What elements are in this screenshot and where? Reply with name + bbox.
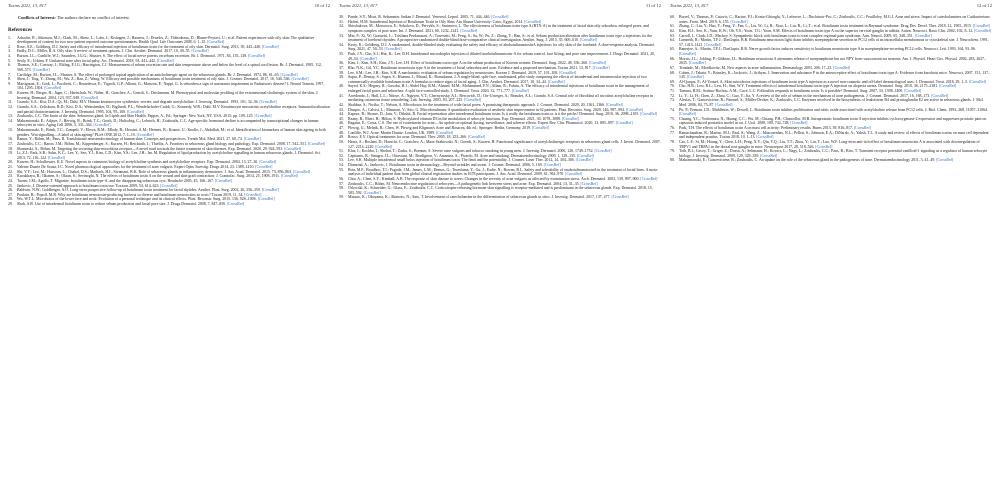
reference-text: Sealy, E.; Urbina, F. Unilateral acne after facial palsy. Arc. Dermatol. 2018, 93, 441–442. (17, 58, 156, 63)
reference-text: Rose, A.E.; Goldberg, D.J. Safety and efficacy of intradermal injection of botulinum toxin for the treatment of oily skin. Dermatol. Surg. 2013, 39, 443–448. (17, 44, 261, 49)
reference-text: Pir, P.; Ferman, J.D.; Middleton, W.; Dowell, L. Botulinum toxin inhibits proliferation and nitric oxide associated with acetylcholine release from PC12 cells. J. Biol. Chem. 1993, 268, 11057–11064. (679, 107, 988, 112)
reference-text: Kucukkaya, B.; Ilkonen, S.; Oktan, S.; Sevinoglu, N. The effects of botulinum toxin A on the wound and skin graft contraction. J. Craniofac. Surg. 2014, 25, 1908–1911. (17, 174, 280, 179)
reference-item (8, 91, 330, 100)
reference-number: 72. (670, 93, 675, 98)
crossref-link[interactable]: [CrossRef] (729, 19, 748, 24)
crossref-link[interactable]: [CrossRef] (92, 123, 111, 128)
reference-item (670, 15, 992, 24)
crossref-link[interactable]: [CrossRef] (206, 40, 225, 45)
crossref-link[interactable]: [CrossRef] (190, 49, 209, 54)
reference-number: 60. (670, 15, 675, 19)
reference-text: Slominski, A.; Böhm, M. Targeting the secreting skin-microbiota receptor—A novel road towards the future treatment of skin diseases. Exp. Dermatol. 2020, 29, 924–931. (17, 146, 284, 151)
reference-number: 63. (670, 33, 675, 38)
reference-number: 3. (8, 49, 11, 54)
crossref-link[interactable]: [CrossRef] (254, 165, 273, 169)
reference-text: Makrantonaki, E.; Ganceviciene, R.; Zouboulis, C. An update on the role of the sebaceous gland in the pathogenesis of acne. Dermatoendocrinology 2011, 3, 41–49. (679, 158, 936, 163)
reference-item (670, 57, 992, 66)
reference-text: Turner, I.M.; Agullo, T. Migraine, botulinum toxin type-A, and the disappearing sebaceous cyst. Headache 2005, 45, 166–167. (17, 178, 214, 183)
crossref-link[interactable]: [CrossRef] (383, 47, 402, 52)
journal-citation: Toxins 2021, 13, 817 (339, 3, 378, 8)
reference-text: Kim, J.; Kim, S.H.; Kim, J.Y.; Lee, J.H. Effect of botulinum toxin type A on the sebum production of Korean women. Dermatol. Surg. 2022, 48, 356–360. (348, 61, 589, 66)
reference-number: 10. (8, 91, 13, 95)
crossref-link[interactable]: [CrossRef] (258, 100, 277, 105)
reference-item (8, 128, 330, 137)
reference-text: Kesty, K.; Goldberg, D.J. A randomized, double-blinded study evaluating the safety and efficacy of abobotulinumtoxinA injections for oily skin of the forehead: A dose-response analysis. Dermatol. Surg. 2021, 47, 50–53. (348, 42, 655, 52)
crossref-link[interactable]: [CrossRef] (260, 44, 279, 49)
crossref-link[interactable]: [CrossRef] (243, 192, 262, 197)
reference-text: Wu, W.T.L. Microbotox of the lower face and neck: Evolution of a personal technique and its clinical effects. Plast. Reconstr. Surg. 2015, 136, 92S–100S. (17, 197, 257, 202)
reference-item (339, 75, 661, 84)
reference-number: 61. (670, 24, 675, 29)
reference-text: Poulain, B.; Popoff, M.R. Why are botulinum neurotoxin-producing bacteria so diverse and botulinum neurotoxins so toxic? Toxins 2019, 11, 34. (17, 192, 244, 197)
crossref-link[interactable]: [CrossRef] (913, 33, 932, 38)
crossref-link[interactable]: [CrossRef] (47, 155, 66, 160)
reference-text: Arbache, R.; Atkinson, M.J.; Clark, M.; Abetz, L.; Lohs, J.; Kishagen, J.; Harness, J.; Druelos, Z.; Thibodeaux, D.; Blume-Peytavi, U.; et al. Patient experiences with oily skin: The qualitative development of content for two new patient reported outcome questionnaires. Health Qual. Life Outcomes 2008, 6, 1–15. (17, 35, 315, 45)
crossref-link[interactable]: [CrossRef] (605, 102, 624, 107)
crossref-link[interactable]: [CrossRef] (930, 93, 949, 98)
reference-text: Kurzen, H.; Schallreuter, K.U. Novel aspects in cutaneous biology of acetylcholine synthesis and acetylcholine receptors. Exp. Dermatol. 2004, 13, 27–30. (17, 160, 259, 165)
reference-number: 19. (8, 151, 13, 156)
reference-item (339, 168, 661, 177)
crossref-link[interactable]: [CrossRef] (362, 190, 381, 195)
reference-text: Ramachandran, R.; Marino, M.J.; Paul, S.; Wang, Z.; Mascarenhas, N.L.; Pellett, S.; Johnson, E.A.; DiNardo, A.; Yaksh, T.L. A study and review of effects of botulinum toxins on mast cell dependent and independent pruritus. Toxins 2018, 10, 1–13. (679, 130, 989, 140)
reference-number: 49. (339, 135, 344, 140)
reference-item (8, 63, 330, 72)
page-header (339, 3, 661, 9)
reference-text: Jankovic, J. Disease-oriented approach to botulinum toxin use. Toxicon 2009, 54, 614–623. (17, 183, 160, 188)
reference-text: Mizuno, K.; Okuyama, K.; Akimoto, N.; Sato, T. Involvement of catecholamine in the differentiation of sebaceous glands in vitro. J. Investig. Dermatol. 2017, 137, 477. (348, 195, 611, 200)
reference-number: 28. (8, 197, 13, 202)
reference-text: Thomas, S.E.; Conway, J.; Ebling, F.J.G.; Harrington, C.I. Measurement of sebum excretion rate and skin temperature above and below the level of a spinal cord lesion. Br. J. Dermatol. 1985, 112, 569–573. (17, 63, 322, 72)
crossref-link[interactable]: [CrossRef] (43, 86, 62, 91)
reference-number: 16. (8, 137, 13, 142)
reference-text: Min, P.; Xi, W.; Grassetti, L.; Trisliana Perdanasari, A.; Torresetti, M.; Feng, S.; Su, W.; Pu, Z.; Zhang, Y.; Han, S.; et al. Sebum production alteration after botulinum toxin type a injections for the treatment of forehead rhytides: A prospective randomized double-blind dose-comparative clinical investigation. Aesthet. Surg. J. 2015, 35, 600–610. (348, 33, 652, 43)
crossref-link[interactable]: [CrossRef] (755, 135, 774, 140)
reference-text: Cohen, J.; Tabata, Y.; Brinsley, K.; Jackovic, J.; Arthyas, J. Innervation and substance P in the anteroceptive effect of botulinum toxin type A: Evidence from knockout mice. Neurosci. 2007, 151, 137–145. (679, 70, 991, 80)
reference-text: Carroll, I.; Clark, J.D.; Mackey, S. Sympathetic block with botulinum toxin to treat complex regional pain syndrome. Ann. Neurol. 2009, 65, 348–351. (679, 33, 914, 38)
crossref-link[interactable]: [CrossRef] (814, 144, 833, 149)
reference-number: 42. (339, 102, 344, 107)
reference-number: 32. (339, 24, 344, 29)
reference-number: 62. (670, 28, 675, 33)
reference-text: Sayed, K.S.; Hegazy, R.; Gawdat, H.I.; Abdel Hay, R.M.; Ahmed, M.M.; Mohammed, F.N.; Allam, R.; Fahim, A. The efficacy of intradermal injections of botulinum toxin in the management of enlarged facial pores and seborrhea: A split face-controlled study. J. Dermatol. Treat. 2020, 32, 771–777. (348, 84, 649, 93)
reference-item (8, 151, 330, 160)
crossref-link[interactable]: [CrossRef] (639, 176, 658, 181)
crossref-link[interactable]: [CrossRef] (374, 144, 393, 149)
reference-text: Cartlidge, M.; Burton, J.L.; Shuster, S. The effect of prolonged topical application of an anticholinergic agent on the sebaceous glands. Br. J. Dermatol. 1972, 86, 61–63. (17, 72, 280, 77)
reference-text: Alestas, T.; Ganceviciene, R.; Fimmel, S.; Müller-Decker, K.; Zouboulis, C.C. Enzymes involved in the biosynthesis of leukotriene B4 and prostaglandin E2 are active in sebaceous glands. J. Mol. Med. 2006, 84, 75–87. (679, 98, 984, 107)
crossref-link[interactable]: [CrossRef] (279, 174, 299, 179)
reference-text: Lee, S.M.; Lee, J.H.; Kim, S.H. A mechanistic evaluation of sebum regulation by neurotoxins. Korean J. Dermatol. 2019, 57, 101–108. (348, 70, 559, 75)
reference-number: 79. (670, 149, 675, 154)
crossref-link[interactable]: [CrossRef] (588, 61, 607, 66)
reference-text: Shi, V.Y.; Leo, M.; Hassoun, L.; Chahal, D.S.; Maibach, H.I.; Sivamani, R.K. Role of sebaceous glands in inflammatory dermatoses. J. Am. Acad. Dermatol. 2015, 73, 856–863. (17, 169, 293, 174)
crossref-link[interactable]: [CrossRef] (679, 112, 697, 117)
reference-number: 35. (339, 52, 344, 56)
crossref-link[interactable]: [CrossRef] (523, 19, 542, 24)
reference-number: 23. (8, 174, 13, 179)
reference-number: 11. (8, 100, 13, 105)
reference-number: 4. (8, 54, 11, 58)
reference-number: 31. (339, 19, 344, 24)
reference-text: Zhang, C.; Liu, Y.; Hao, Y.; Feng, Y.; Fan, L.; Liu, W.; Li, R.; Xiao, L.; Liu, R.; Li, T.; et al. Botulinum toxin treatment in Raynaud syndrome. Drug Des. Devel. Ther. 2018, 12, 1905–1915. (679, 24, 972, 29)
crossref-link[interactable]: [CrossRef] (903, 89, 922, 93)
reference-item (8, 119, 330, 128)
page-10 (5, 0, 333, 478)
crossref-link[interactable]: [CrossRef] (358, 56, 377, 61)
crossref-link[interactable]: [CrossRef] (935, 158, 954, 163)
reference-number: 6. (8, 63, 11, 68)
reference-item (339, 186, 661, 195)
reference-text: Lomneth, R.; Martin, T.F.J.; DasGupta, B.R. Botulinum neurotoxin light chain inhibits norepinephrine secretion in PC12 cells at an intracellular membranous or cytoskeletal site. J. Neurochem. 1991, 57, 1413–1421. (679, 38, 989, 47)
conflict-of-interest (18, 15, 330, 21)
reference-number: 33. (339, 33, 344, 38)
reference-text: Hawa, A.; Boslam, D.; Haruchi, C.; Gratchev, A.; Maas-Szabowski, N.; Goerdt, S.; Kurzen, H. Functional significance of acetylcholinergic receptors in sebaceous gland cells. J. Invest. Dermatol. 2007, 127, 2214–2220. (348, 139, 661, 149)
reference-text: Sapra, P.; Demay, S.; Sapra, S.; Khanna, J.; Mraud, K.; Bonadonna, J. A single-blind, split-face, randomized, pilot study comparing the effects of intradermal and intramuscular injection of two commercially available botulinum toxin A formulas to reduce signs of facial aging. J. Clin. Aesthet. Dermatol. 2017, 10, 34–44. (348, 75, 647, 84)
crossref-link[interactable]: [CrossRef] (292, 169, 311, 174)
reference-number: 56. (339, 176, 344, 181)
reference-text: Zouboulis, C.C.; Böhm, M. Neuroendocrine regulation of sebocytes—A pathogenetic link between stress and acne. Exp. Dermatol. 2004, 13, 31–35. (348, 181, 580, 186)
crossref-link[interactable]: [CrossRef] (789, 121, 808, 126)
reference-number: 9. (8, 81, 11, 86)
crossref-link[interactable]: [CrossRef] (463, 98, 482, 103)
reference-number: 40. (339, 84, 344, 89)
crossref-link[interactable]: [CrossRef] (226, 202, 245, 206)
reference-text: Park, J.Y.; Cho, S.I.; Hur, K.; Lee, D.H. Intradermal microdroplet injection of diluted incobotulinumtoxin-A for sebum control, face lifting, and pore size improvement. J. Drugs Dermatol. 2021, 20, 49–54. (348, 52, 655, 61)
reference-number: 1. (8, 35, 11, 40)
reference-item (8, 82, 330, 91)
crossref-link[interactable]: [CrossRef] (579, 38, 598, 43)
crossref-link[interactable]: [CrossRef] (80, 95, 99, 100)
reference-text: Kim, H.J.; Seo, K.; Yum, K.W.; Oh, Y.S.; Yoon, T.G.; Yoon, S.M. Effects of botulinum toxin type A on the superior cervical ganglia in rabbits. Auton. Neurosci. Basic Clin. 2002, 102, 8–12. (679, 28, 974, 33)
reference-number: 48. (339, 130, 344, 135)
reference-text: Kurzen, H.; Berger, H.; Jäger, C.; Hartschuh, W.; Näher, H.; Gratchev, A.; Goerdt, S.; Deichmann, M. Phenotypical and molecular profiling of the extraneuronal cholinergic system of the skin. J. Investig. Dermatol. 2004, 123, 937–949. (17, 91, 319, 100)
reference-number: 69. (670, 79, 675, 84)
reference-number: 22. (8, 169, 13, 174)
crossref-link[interactable]: [CrossRef] (290, 77, 309, 82)
reference-text: Baldwin, N.W.; Goldberger, A.O. Long-term prospective follow-up of botulinum toxin treatment for facial rhytides. Aesthet. Plast. Surg. 2002, 26, 356–359. (17, 188, 261, 193)
reference-text: Banerjee, A.; Martin, T.F.J.; DasGupta, B.R. Nerve growth factor induces sensitivity to botulinum neurotoxin type A in norepinephrine-secreting PC12 cells. Neurosci. Lett. 1993, 164, 93–96. (679, 47, 977, 52)
reference-text: Zouboulis, C.C. The brain of the skin: Sebaceous gland. In Lipids and Skin Health; Pappas, A., Ed.; Springer: New York, NY, USA, 2015; pp. 109–125. (17, 114, 254, 119)
reference-number: 30. (339, 15, 344, 19)
reference-number: 80. (670, 158, 675, 163)
reference-number: 25. (8, 183, 13, 188)
reference-number: 2. (8, 44, 11, 49)
reference-number: 12. (8, 104, 13, 109)
reference-item (339, 195, 661, 200)
reference-text: Burton, J.L.; Cunliffe, W.J.; Saunders, I.G.G.; Shuster, S. The effect of facial nerve paresis on sebum excretion. Br. J. Dermatol. 1971, 84, 135–138. (17, 54, 248, 58)
reference-text: Chiu, A.; Chen, S.Y.; Kimball, A.B. The response of skin disease to stress: Changes in the severity of acne vulgaris as affected by examination stress. Arch. Dermatol. 2003, 139, 897–900. (348, 176, 640, 181)
reference-number: 66. (670, 56, 675, 61)
crossref-link[interactable]: [CrossRef] (307, 141, 326, 146)
reference-item (670, 117, 992, 126)
crossref-link[interactable]: [CrossRef] (574, 158, 593, 163)
reference-number: 50. (339, 139, 344, 144)
reference-number: 24. (8, 178, 13, 183)
reference-item (8, 105, 330, 114)
reference-item (670, 108, 992, 117)
reference-number: 73. (670, 98, 675, 103)
reference-number: 18. (8, 146, 13, 151)
reference-number: 55. (339, 167, 344, 172)
reference-text: Lee, S.K. Multiple intradermal small bolus injection of botulinum toxin: The limit and the potentiality. J. Cosmet. Laser Ther. 2012, 14, 304–306. (348, 158, 575, 163)
reference-item (339, 52, 661, 61)
crossref-link[interactable]: [CrossRef] (973, 28, 992, 33)
reference-item (670, 158, 992, 163)
reference-item (670, 71, 992, 80)
journal-citation: Toxins 2021, 13, 817 (670, 3, 709, 8)
crossref-link[interactable]: [CrossRef] (126, 109, 145, 114)
crossref-link[interactable]: [CrossRef] (467, 135, 486, 140)
reference-item (670, 47, 992, 56)
reference-item (339, 34, 661, 43)
reference-text: Li, Z.J.; Park, S.B.; Sohn, K.C.; Lee, Y.; Seo, Y.J.; Kim, C.D.; Kim, Y.S.; Lee, J.H.; Im, M. Regulation of lipid production by acetylcholine signalling in human sebaceous glands. J. Dermatol. Sci. 2013, 72, 116–122. (17, 151, 321, 160)
crossref-link[interactable]: [CrossRef] (242, 137, 261, 142)
crossref-link[interactable]: [CrossRef] (253, 114, 272, 119)
crossref-link[interactable]: [CrossRef] (510, 89, 529, 93)
crossref-link[interactable]: [CrossRef] (591, 65, 610, 70)
reference-list (339, 15, 661, 200)
crossref-link[interactable]: [CrossRef] (968, 79, 987, 84)
reference-text: Cunliffe, W.J. Acne; Martin Dunitz: London, UK, 1989. (348, 130, 436, 135)
reference-text: Rho, N.K.; Gil, Y.C. Botulinum neurotoxin type A in the treatment of facial seborrhea and acne: Evidence and a proposed mechanism. Toxins 2021, 13, 817. (348, 65, 592, 70)
reference-item (339, 140, 661, 149)
reference-text: Toth, B.I.; Geczy, T.; Griger, Z.; Dozsa, A.; Seltmann, H.; Kovacs, L.; Nagy, L.; Zouboulis, C.C.; Paus, R.; Biro, T. Transient receptor potential vanilloid-1 signaling as a regulator of human sebocyte biology. J. Investig. Dermatol. 2009, 129, 329–339. (679, 149, 988, 158)
crossref-link[interactable]: [CrossRef] (256, 197, 275, 202)
journal-citation: Toxins 2021, 13, 817 (8, 3, 47, 8)
crossref-link[interactable]: [CrossRef] (971, 24, 990, 29)
reference-text: Diamond, A.; Jankovic, J. Botulinum toxin in dermatology—Beyond wrinkles and sweat. J. Cosmet. Dermatol. 2006, 5, 169. (348, 163, 543, 167)
reference-number: 46. (339, 121, 344, 126)
crossref-link[interactable]: [CrossRef] (832, 65, 851, 70)
reference-text: Borrel, V.; Thomas, P.; Catovic, C.; Racine, P.J.; Konto-Ghiorghi, Y.; Lefeuvre, L.; Duclairoir-Poc, C.; Zouboulis, C.C.; Feuilloley, M.G.J. Acne and stress: Impact of catecholamines on Cutibacterium acnes. Front. Med. 2019, 6, 155. (679, 15, 990, 24)
reference-text: Kapoor, R.; Shome, D.; Jain, V.; Dikshit, R. Facial rejuvenation after intradermal botulinum toxin: Is it really the botulinum toxin or is it the pricks? Dermatol. Surg. 2010, 36, 2098–2105. (348, 112, 640, 117)
page-11 (336, 0, 664, 478)
reference-number: 78. (670, 139, 675, 144)
reference-text: Klaz, I.; Kochba, I.; Shohat, T.; Zarka, S.; Brenner, S. Severe acne vulgaris and tobacco smoking in young men. J. Investig. Dermatol. 2006, 126, 1749–1752. (348, 149, 594, 154)
crossref-link[interactable]: [CrossRef] (560, 116, 579, 121)
reference-number: 65. (670, 47, 675, 52)
crossref-link[interactable]: [CrossRef] (155, 58, 174, 63)
reference-number: 17. (8, 141, 13, 146)
reference-text: Li, Y.; Li, H.; Chen, Z.; Zhou, C.; Gao, Y.; Jia, Y. A review of the role of sebum in the mechanism of acne pathogenesis. J. Cosmet. Dermatol. 2017, 16, 168–173. (679, 93, 931, 98)
references-heading: References (8, 26, 33, 33)
reference-number: 38. (339, 70, 344, 75)
reference-number: 5. (8, 58, 11, 63)
crossref-link[interactable]: [CrossRef] (564, 172, 583, 177)
crossref-link[interactable]: [CrossRef] (213, 178, 233, 183)
crossref-link[interactable]: [CrossRef] (759, 153, 778, 158)
reference-text: Shahbaz, S.; Nwiko, T.; Nelson, A. Microbotox for the treatment of wide facial pores: A promising therapeutic approach. J. Cosmet. Dermatol. 2020, 20, 1361–1366. (348, 102, 606, 107)
reference-item (339, 94, 661, 103)
page-header (8, 3, 330, 9)
reference-number: 37. (339, 65, 344, 70)
reference-number: 29. (8, 202, 13, 206)
reference-item (670, 131, 992, 140)
conflict-text: The authors declare no conflict of interest. (56, 15, 130, 20)
reference-text: Grando, S.A.; Kist, D.A.; Qi, M.; Dahl, M.V. Human keratinocytes synthesize, secrete, and degrade acetylcholine. J. Investig. Dermatol. 1993, 101, 32–36. (17, 100, 259, 105)
crossref-link[interactable]: [CrossRef] (159, 183, 178, 188)
reference-text: Ramot, Y.; Böhm, M.; Paus, R. Translational neuroendocrinology of human skin: Concepts and perspectives. Trends Mol. Med. 2021, 27, 60–74. (17, 137, 243, 142)
reference-number: 77. (670, 130, 675, 135)
reference-number: 7. (8, 72, 11, 77)
reference-text: Bagatin, E.; Costa, C.S. The use of isotretinoin for acne—An update on optimal dosing, surveillance, and adverse effects. Expert Rev. Clin. Pharmacol. 2020, 13, 885–897. (348, 121, 615, 126)
reference-text: Shen, J.; Ting, Y.; Zhang, M.; Wu, Z.; Ran, Z.; Wang, W. Efficacy and possible mechanisms of botulinum toxin treatment of oily skin. J. Cosmet. Dermatol. 2017, 16, 540–546. (17, 77, 291, 82)
reference-number: 15. (8, 128, 13, 132)
reference-item (339, 43, 661, 52)
reference-item (670, 98, 992, 107)
crossref-link[interactable]: [CrossRef] (258, 160, 277, 165)
reference-item (339, 24, 661, 33)
reference-number: 76. (670, 126, 675, 130)
crossref-link[interactable]: [CrossRef] (579, 181, 598, 186)
reference-text: Shah, A.R. Use of intradermal botulinum toxin to reduce sebum production and facial pore size. J. Drugs Dermatol. 2008, 7, 847–850. (17, 202, 227, 206)
reference-text: Morris, J.L.; Jobling, P.; Gibbins, I.L. Botulinum neurotoxin A attenuates release of norepinephrine but not NPY from vasoconstrictor neurons. Am. J. Physiol. Heart Circ. Physiol. 2002, 283, 2627–2635. (679, 56, 987, 66)
reference-item (670, 38, 992, 47)
crossref-link[interactable]: [CrossRef] (546, 79, 565, 84)
reference-number: 70. (670, 84, 675, 89)
crossref-link[interactable]: [CrossRef] (459, 28, 478, 33)
reference-number: 75. (670, 116, 675, 121)
crossref-link[interactable]: [CrossRef] (247, 54, 266, 58)
crossref-link[interactable]: [CrossRef] (714, 102, 733, 107)
reference-number: 64. (670, 38, 675, 43)
reference-item (670, 149, 992, 158)
reference-text: Trindade, M.; Mordkovitz, M. New aspects in acne inflammation. Dermatology 2003, 206, 17–23. (679, 65, 833, 70)
reference-number: 26. (8, 188, 13, 193)
reference-text: Grando, S.A.; Zelickson, B.D.; Kist, D.A.; Weinshenker, D.; Bigliardi, P.L.; Wendelschafer-Crabb, G.; Kennedy, W.R.; Dahl, M.V. Keratinocyte muscarinic acetylcholine receptors: Immunolocalization and partial characterization. J. Investig. Dermatol. 1995, 104, 95–100. (17, 104, 330, 114)
reference-text: Park, T.H. The effects of botulinum toxin A on mast cell activity: Preliminary results. Burns 2013, 39, 816–817. (679, 126, 853, 130)
crossref-link[interactable]: [CrossRef] (687, 61, 706, 66)
reference-number: 41. (339, 93, 344, 98)
reference-number: 8. (8, 77, 11, 82)
crossref-link[interactable]: [CrossRef] (542, 163, 561, 167)
reference-text: Al-Qarqaz, F.; Al-Yousef, A. Skin microbotox injections of botulinum toxin type A injection as a novel non-cosmetic and off-label dermatological uses. J. Dermatol. Treat. 2018, 29, 1–5. (679, 79, 969, 84)
crossref-link[interactable]: [CrossRef] (531, 126, 550, 130)
page-12 (667, 0, 995, 478)
crossref-link[interactable]: [CrossRef] (639, 112, 658, 117)
reference-number: 45. (339, 116, 344, 121)
reference-number: 67. (670, 65, 675, 70)
reference-item (339, 84, 661, 93)
reference-text: Martignoni, E.; Godi, L.; Pacchetti, C.; Berardesca, E.; Vignoli, G.P.; Albani, G.; Mancini, F.; Nappi, G. Is seborrhea a sign of autonomic impairment in Parkinson's disease? J. Neural Transm. 1997, 104, 1295–1304. (17, 81, 325, 91)
reference-number: 59. (339, 195, 344, 200)
reference-list (8, 36, 330, 207)
page-number: 11 of 12 (645, 3, 661, 8)
reference-text: Rzany, B.; Ebert, H.; Hilton, S. Hydroxylated vitamin D3 in the modulation of sebocyte functions. Exp. Dermatol. 2021, 30, 1078–1088. (348, 116, 561, 121)
reference-item (8, 36, 330, 45)
reference-number: 58. (339, 186, 344, 191)
reference-number: 34. (339, 42, 344, 47)
page-number: 12 of 12 (976, 3, 992, 8)
reference-text: Plewig, G.; Melnik, B.; Chen, W. Plewig and Kligman's Acne and Rosacea, 4th ed.; Springer: Berlin, Germany, 2019. (348, 126, 532, 130)
page-number: 10 of 12 (314, 3, 330, 8)
page-header (670, 3, 992, 9)
reference-number: 57. (339, 181, 344, 186)
reference-number: 14. (8, 118, 13, 123)
reference-list (670, 15, 992, 163)
reference-text: Valente Duarte De Sousa, I.C. Novel pharmacological approaches for the treatment of acne vulgaris. Expert Opin. Investig. Drugs 2014, 23, 1389–1410. (17, 165, 255, 169)
reference-text: Endly, D.C.; Miller, R.A. Oily skin: A review of treatment options. J. Clin. Aesthet. Dermatol. 2017, 10, 49–55. (17, 49, 191, 54)
reference-item (8, 202, 330, 207)
reference-text: Orlowski, K.; Schneider, G.; Glass, E.; Zouboulis, C.C. Corticotropin-releasing hormone skin signalling is receptor-mediated and is predominant in the sebaceous glands. Exp. Dermatol. 2018, 15, 583–592. (348, 186, 653, 195)
reference-text: Pande, S.Y.; Misri, R. Sebumeter. Indian J. Dermatol. Venereol. Leprol. 2005, 71, 444–446. (348, 15, 491, 19)
reference-number: 68. (670, 70, 675, 75)
reference-text: Makrantonaki, E.; Adjaye, J.; Herwig, R.; Brink, T.C.; Groth, D.; Hultschig, C.; Lehrach, H.; Zouboulis, C.C. Age-specific hormonal decline is accompanied by transcriptional changes in human sebocytes in vitro. Aging Cell 2006, 5, 331–344. (17, 118, 319, 128)
reference-text: Cao, L.F.; Si, M.; Huang, Y.; Chen, L.H.; Peng, X.Y.; Qin, Y.Q.; Liu, T.T.; Zhou, Y.; Liu, T.; Luo, W.F. Long-term anti-itch effect of botulinum neurotoxin A is associated with downregulation of TRPV1 and TRPA1 in the dorsal root ganglia in mice. Neuroreport 2017, 28, 518–526. (679, 139, 980, 149)
crossref-link[interactable]: [CrossRef] (614, 121, 633, 126)
crossref-link[interactable]: [CrossRef] (135, 132, 154, 137)
reference-number: 36. (339, 61, 344, 66)
reference-item (670, 140, 992, 149)
reference-number: 54. (339, 163, 344, 167)
crossref-link[interactable]: [CrossRef] (31, 67, 50, 72)
crossref-link[interactable]: [CrossRef] (279, 72, 298, 77)
crossref-link[interactable]: [CrossRef] (938, 84, 957, 89)
crossref-link[interactable]: [CrossRef] (260, 188, 279, 193)
reference-text: Rosso, E.V. Optical treatments for acne. Dermatol. Ther. 2005, 18, 253–266. (348, 135, 468, 140)
reference-number: 39. (339, 75, 344, 80)
reference-text: Shirshakova, M.; Morozova, E.; Sokolova, D.; Pervykh, S.; Smirnova, L. The effectiveness of botulinum toxin type A (BTX-A) in the treatment of facial skin oily seborrhea, enlarged pores, and symptom complex of post-acne. Int. J. Dermatol. 2021, 60, 1232–1241. (348, 24, 649, 33)
reference-text: Zouboulis, C.C.; Baron, J.M.; Böhm, M.; Kippenberger, S.; Kurzen, H.; Reichrath, J.; Thielitz, A. Frontiers in sebaceous gland biology and pathology. Exp. Dermatol. 2008, 17, 542–551. (17, 141, 308, 146)
reference-text: Hafezi, H.M. Intradermal Injection of Botulinum Toxin in Oily Skin; Ain Shams University: Cairo, Egypt, 2014. (348, 19, 524, 24)
crossref-link[interactable]: [CrossRef] (624, 107, 644, 112)
crossref-link[interactable]: [CrossRef] (490, 15, 509, 19)
reference-number: 71. (670, 89, 675, 93)
crossref-link[interactable]: [CrossRef] (852, 126, 871, 130)
crossref-link[interactable]: [CrossRef] (703, 42, 722, 47)
reference-text: Tamura, B.M.; Sortino-Rachou, A.M.; Cucé, L.C. Folliculitis responds to botulinum toxin: Is it possible? Dermatol. Surg. 2007, 33, 1398–1400. (679, 89, 904, 93)
reference-number: 27. (8, 192, 13, 197)
reference-number: 52. (339, 153, 344, 158)
reference-number: 53. (339, 158, 344, 163)
crossref-link[interactable]: [CrossRef] (610, 195, 629, 200)
reference-number: 74. (670, 107, 675, 112)
crossref-link[interactable]: [CrossRef] (558, 70, 577, 75)
conflict-label: Conflicts of Interest: (18, 15, 56, 20)
reference-text: Capitanio, B.; Sinagra, J.L.; Ottaviani, M.; Bordignon, V.; Amantea, A.; Picardo, M. Acne and smoking. Dermatoendocrinology 2009, 1, 129–135. (348, 153, 576, 158)
reference-text: Makrantonaki, E.; Brink, T.C.; Zampeli, V.; Elewa, R.M.; Mlody, B.; Hossini, A.M.; Hermes, B.; Krause, U.; Knolle, J.; Abdallah, M.; et al. Identification of biomarkers of human skin ageing in both genders. Wnt signalling—A label of skin ageing? PLoS ONE 2012, 7, 1–10. (17, 128, 326, 137)
reference-text: Diaspro, A.; Calvisi, L.; Manzoni, V.; Sito, G. Microbotulinum: A quantitative evaluation of aesthetic skin improvement in 62 patients. Plast. Reconstr. Surg. 2020, 146, 987–994. (348, 107, 625, 112)
crossref-link[interactable]: [CrossRef] (575, 153, 595, 158)
reference-text: Cho, H.R.; Lew, B.L.; Lew, H.; Sim, W.Y. Treatment effects of intradermal botulinum toxin type A injection on alopecia areata. Dermatol. Surg. 2010, 36, 2175–2181. (679, 84, 939, 89)
crossref-link[interactable]: [CrossRef] (685, 75, 704, 80)
reference-number: 43. (339, 107, 344, 112)
reference-number: 20. (8, 160, 13, 165)
crossref-link[interactable]: [CrossRef] (593, 149, 612, 154)
crossref-link[interactable]: [CrossRef] (283, 146, 302, 151)
reference-number: 47. (339, 126, 344, 130)
reference-number: 51. (339, 149, 344, 154)
reference-number: 13. (8, 114, 13, 119)
crossref-link[interactable]: [CrossRef] (435, 130, 454, 135)
reference-text: Arredondo, J.; Hall, L.L.; Ndoye, A.; Nguyen, V.T.; Chernyavsky, A.I.; Bercovich, D.; Orr-Urtreger, A.; Beaudet, A.L.; Grando, S.A. Central role of fibroblast α3 nicotinic acetylcholine receptor in mediating cutaneous tissue remodeling. Lab. Investig. 2003, 83, 207–225. (348, 93, 654, 103)
crossref-link[interactable]: [CrossRef] (679, 52, 697, 56)
reference-text: Brin, M.F.; Boodhoo, T.I.; Pogoda, J.M.; James, L.M.; Demos, G.; Terashima, Y.; Gu, J.; Eadie, N.; Bowen, B.L. Safety and tolerability of onabotulinumtoxinA in the treatment of facial lines: A meta-analysis of individual patient data from global clinical registration studies in 1678 participants. J. Am. Acad. Dermatol. 2009, 61, 961–970. (348, 167, 659, 177)
reference-text: Chuang, Y.C.; Yoshimura, N.; Huang, C.C.; Wu, M.; Chiang, P.H.; Chancellor, M.B. Intraprostatic botulinum toxin A injection inhibits cyclooxygenase-2 expression and suppresses prostatic pain on capsaicin induced prostatitis model in rat. J. Urol. 2008, 180, 742–748. (679, 116, 987, 126)
reference-number: 44. (339, 112, 344, 117)
reference-number: 21. (8, 165, 13, 169)
